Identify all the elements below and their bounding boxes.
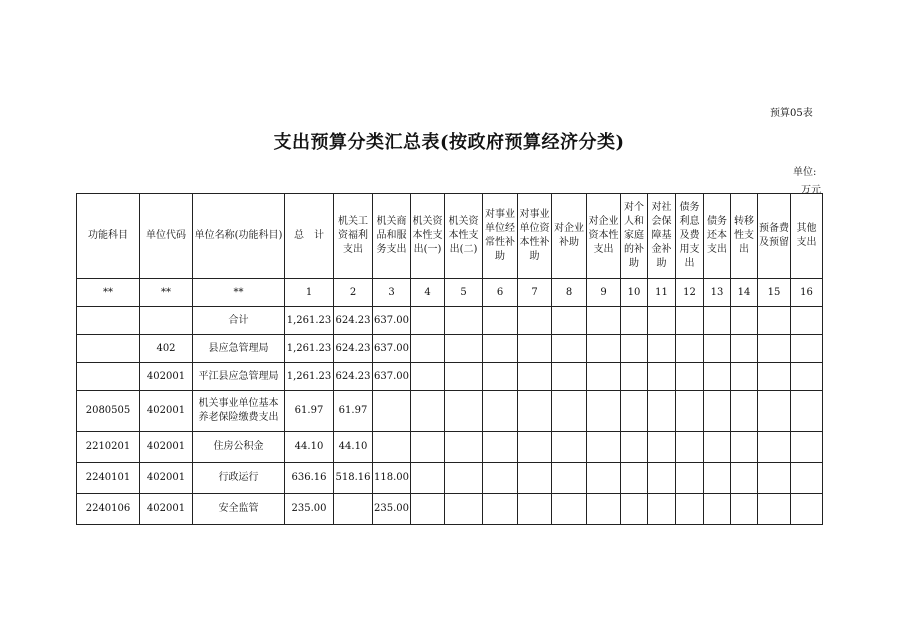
empty-cell — [791, 363, 823, 391]
empty-cell — [648, 494, 676, 525]
empty-cell — [676, 494, 704, 525]
empty-cell — [552, 463, 587, 494]
goods-services-cell: 118.00 — [373, 463, 411, 494]
index-cell: 12 — [676, 279, 704, 307]
empty-cell — [791, 494, 823, 525]
empty-cell — [587, 494, 621, 525]
header-cell: 债务还本支出 — [704, 194, 731, 279]
header-cell: 预备费及预留 — [758, 194, 791, 279]
header-cell: 对事业单位资本性补助 — [518, 194, 552, 279]
header-cell: 单位名称(功能科目) — [193, 194, 285, 279]
func-code-cell: 2080505 — [77, 391, 140, 432]
empty-cell — [676, 463, 704, 494]
unit-name-cell: 县应急管理局 — [193, 335, 285, 363]
func-code-cell: 2210201 — [77, 432, 140, 463]
header-cell: 对企业资本性支出 — [587, 194, 621, 279]
unit-value: 万元 — [801, 185, 821, 196]
empty-cell — [587, 391, 621, 432]
header-cell: 机关工资福利支出 — [334, 194, 373, 279]
empty-cell — [483, 307, 518, 335]
total-cell: 1,261.23 — [285, 307, 334, 335]
empty-cell — [518, 432, 552, 463]
unit-code-cell — [140, 307, 193, 335]
header-cell: 对个人和家庭的补助 — [621, 194, 648, 279]
func-code-cell — [77, 363, 140, 391]
unit-code-cell: 402 — [140, 335, 193, 363]
empty-cell — [445, 391, 483, 432]
empty-cell — [483, 432, 518, 463]
goods-services-cell: 637.00 — [373, 307, 411, 335]
header-cell: 对社会保障基金补助 — [648, 194, 676, 279]
budget-table — [76, 193, 823, 525]
empty-cell — [587, 335, 621, 363]
empty-cell — [758, 494, 791, 525]
empty-cell — [648, 307, 676, 335]
empty-cell — [587, 363, 621, 391]
goods-services-cell — [373, 432, 411, 463]
index-cell: 13 — [704, 279, 731, 307]
empty-cell — [648, 463, 676, 494]
wages-cell — [334, 494, 373, 525]
index-cell: 3 — [373, 279, 411, 307]
empty-cell — [621, 307, 648, 335]
index-cell: 5 — [445, 279, 483, 307]
empty-cell — [791, 335, 823, 363]
empty-cell — [411, 391, 445, 432]
empty-cell — [518, 391, 552, 432]
empty-cell — [587, 463, 621, 494]
table-row — [77, 432, 823, 463]
form-number: 预算05表 — [770, 108, 813, 119]
page-title: 支出预算分类汇总表(按政府预算经济分类) — [273, 132, 625, 153]
total-cell: 44.10 — [285, 432, 334, 463]
wages-cell: 624.23 — [334, 307, 373, 335]
empty-cell — [791, 391, 823, 432]
empty-cell — [445, 432, 483, 463]
empty-cell — [731, 335, 758, 363]
unit-code-cell: 402001 — [140, 463, 193, 494]
index-cell: 8 — [552, 279, 587, 307]
unit-code-cell: 402001 — [140, 432, 193, 463]
index-cell: 16 — [791, 279, 823, 307]
empty-cell — [704, 391, 731, 432]
empty-cell — [621, 463, 648, 494]
total-cell: 235.00 — [285, 494, 334, 525]
index-cell: ** — [140, 279, 193, 307]
empty-cell — [518, 335, 552, 363]
column-index-row — [77, 279, 823, 307]
table-row — [77, 391, 823, 432]
empty-cell — [587, 307, 621, 335]
unit-name-cell: 机关事业单位基本养老保险缴费支出 — [193, 391, 285, 432]
empty-cell — [676, 391, 704, 432]
empty-cell — [587, 432, 621, 463]
empty-cell — [552, 335, 587, 363]
table-row — [77, 463, 823, 494]
header-cell: 转移性支出 — [731, 194, 758, 279]
empty-cell — [445, 363, 483, 391]
empty-cell — [731, 494, 758, 525]
empty-cell — [483, 494, 518, 525]
empty-cell — [411, 494, 445, 525]
empty-cell — [552, 494, 587, 525]
empty-cell — [676, 335, 704, 363]
empty-cell — [731, 363, 758, 391]
wages-cell: 624.23 — [334, 335, 373, 363]
unit-name-cell: 住房公积金 — [193, 432, 285, 463]
header-cell: 债务利息及费用支出 — [676, 194, 704, 279]
header-cell: 总 计 — [285, 194, 334, 279]
header-cell: 对企业补助 — [552, 194, 587, 279]
header-cell: 机关资本性支出(二) — [445, 194, 483, 279]
empty-cell — [791, 463, 823, 494]
empty-cell — [758, 463, 791, 494]
empty-cell — [411, 307, 445, 335]
empty-cell — [758, 432, 791, 463]
empty-cell — [411, 335, 445, 363]
empty-cell — [483, 335, 518, 363]
empty-cell — [704, 307, 731, 335]
unit-name-cell: 合计 — [193, 307, 285, 335]
index-cell: 6 — [483, 279, 518, 307]
wages-cell: 44.10 — [334, 432, 373, 463]
table-row — [77, 307, 823, 335]
index-cell: 15 — [758, 279, 791, 307]
goods-services-cell: 235.00 — [373, 494, 411, 525]
empty-cell — [758, 363, 791, 391]
header-cell: 其他支出 — [791, 194, 823, 279]
index-cell: ** — [77, 279, 140, 307]
empty-cell — [791, 307, 823, 335]
header-cell: 机关商品和服务支出 — [373, 194, 411, 279]
empty-cell — [621, 494, 648, 525]
empty-cell — [411, 363, 445, 391]
empty-cell — [648, 363, 676, 391]
index-cell: 2 — [334, 279, 373, 307]
empty-cell — [552, 391, 587, 432]
empty-cell — [621, 363, 648, 391]
unit-name-cell: 安全监管 — [193, 494, 285, 525]
goods-services-cell — [373, 391, 411, 432]
empty-cell — [676, 432, 704, 463]
unit-name-cell: 行政运行 — [193, 463, 285, 494]
table-row — [77, 335, 823, 363]
wages-cell: 624.23 — [334, 363, 373, 391]
empty-cell — [731, 463, 758, 494]
func-code-cell — [77, 335, 140, 363]
wages-cell: 518.16 — [334, 463, 373, 494]
func-code-cell — [77, 307, 140, 335]
header-cell: 单位代码 — [140, 194, 193, 279]
header-cell: 机关资本性支出(一) — [411, 194, 445, 279]
index-cell: 1 — [285, 279, 334, 307]
table-header-row — [77, 194, 823, 279]
empty-cell — [731, 432, 758, 463]
empty-cell — [758, 391, 791, 432]
unit-code-cell: 402001 — [140, 363, 193, 391]
empty-cell — [731, 391, 758, 432]
empty-cell — [411, 432, 445, 463]
empty-cell — [676, 307, 704, 335]
empty-cell — [552, 363, 587, 391]
goods-services-cell: 637.00 — [373, 335, 411, 363]
empty-cell — [791, 432, 823, 463]
empty-cell — [445, 494, 483, 525]
empty-cell — [621, 432, 648, 463]
empty-cell — [758, 307, 791, 335]
index-cell: 9 — [587, 279, 621, 307]
empty-cell — [411, 463, 445, 494]
wages-cell: 61.97 — [334, 391, 373, 432]
empty-cell — [676, 363, 704, 391]
total-cell: 636.16 — [285, 463, 334, 494]
empty-cell — [758, 335, 791, 363]
index-cell: ** — [193, 279, 285, 307]
unit-name-cell: 平江县应急管理局 — [193, 363, 285, 391]
total-cell: 1,261.23 — [285, 335, 334, 363]
empty-cell — [518, 463, 552, 494]
func-code-cell: 2240106 — [77, 494, 140, 525]
empty-cell — [704, 432, 731, 463]
empty-cell — [483, 463, 518, 494]
empty-cell — [704, 494, 731, 525]
empty-cell — [704, 335, 731, 363]
index-cell: 11 — [648, 279, 676, 307]
empty-cell — [621, 335, 648, 363]
total-cell: 1,261.23 — [285, 363, 334, 391]
empty-cell — [445, 307, 483, 335]
empty-cell — [483, 391, 518, 432]
index-cell: 14 — [731, 279, 758, 307]
index-cell: 7 — [518, 279, 552, 307]
header-cell: 功能科目 — [77, 194, 140, 279]
empty-cell — [648, 391, 676, 432]
empty-cell — [552, 307, 587, 335]
empty-cell — [552, 432, 587, 463]
goods-services-cell: 637.00 — [373, 363, 411, 391]
unit-code-cell: 402001 — [140, 494, 193, 525]
index-cell: 10 — [621, 279, 648, 307]
empty-cell — [704, 363, 731, 391]
unit-label: 单位: — [793, 167, 817, 178]
empty-cell — [648, 432, 676, 463]
empty-cell — [621, 391, 648, 432]
empty-cell — [704, 463, 731, 494]
empty-cell — [445, 463, 483, 494]
empty-cell — [518, 494, 552, 525]
empty-cell — [445, 335, 483, 363]
index-cell: 4 — [411, 279, 445, 307]
empty-cell — [518, 307, 552, 335]
table-row — [77, 363, 823, 391]
empty-cell — [648, 335, 676, 363]
total-cell: 61.97 — [285, 391, 334, 432]
empty-cell — [731, 307, 758, 335]
unit-code-cell: 402001 — [140, 391, 193, 432]
table-row — [77, 494, 823, 525]
empty-cell — [483, 363, 518, 391]
header-cell: 对事业单位经常性补助 — [483, 194, 518, 279]
empty-cell — [518, 363, 552, 391]
func-code-cell: 2240101 — [77, 463, 140, 494]
